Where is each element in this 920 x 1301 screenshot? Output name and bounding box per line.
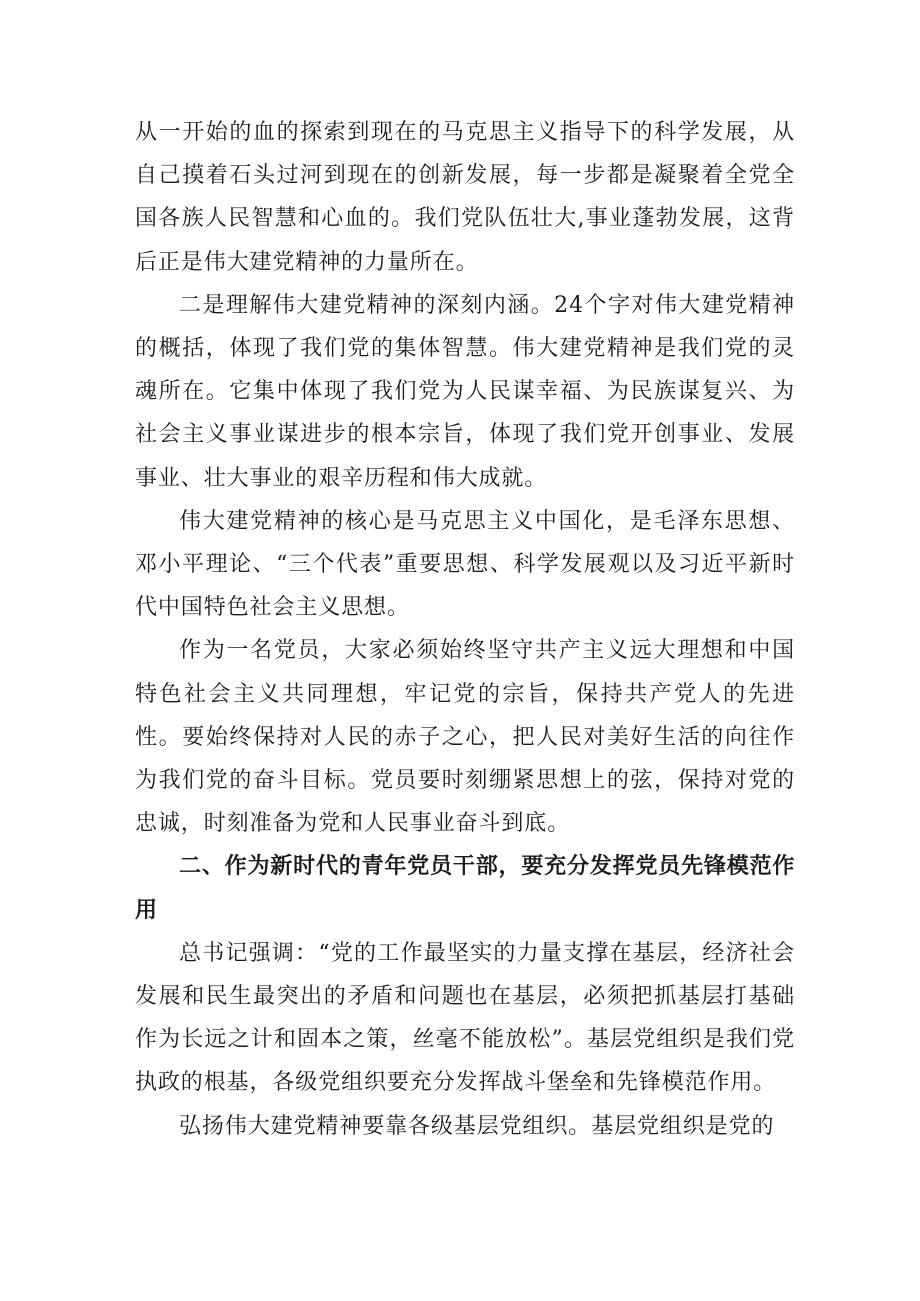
paragraph-4: 作为一名党员，大家必须始终坚守共产主义远大理想和中国特色社会主义共同理想，牢记党的宗旨，保持共产党人的先进性。要始终保持对人民的赤子之心，把人民对美好生活的向往作为我们党的奋斗目标。党员要时刻绷紧思想上的弦，保持对党的忠诚，时刻准备为党和人民事业奋斗到底。 [135, 638, 795, 837]
document-body [135, 111, 795, 1148]
section-heading: 二、作为新时代的青年党员干部，要充分发挥党员先锋模范作用 [135, 854, 795, 923]
paragraph-2: 二是理解伟大建党精神的深刻内涵。24个字对伟大建党精神的概括，体现了我们党的集体智慧。伟大建党精神是我们党的灵魂所在。它集中体现了我们党为人民谋幸福、为民族谋复兴、为社会主义事业谋进步的根本宗旨，体现了我们党开创事业、发展事业、壮大事业的艰辛历程和伟大成就。 [135, 292, 795, 491]
paragraph-6: 弘扬伟大建党精神要靠各级基层党组织。基层党组织是党的 [179, 1113, 775, 1139]
paragraph-5: 总书记强调：“党的工作最坚实的力量支撑在基层，经济社会发展和民生最突出的矛盾和问题也在基层，必须把抓基层打基础作为长远之计和固本之策，丝毫不能放松”。基层党组织是我们党执政的根基，各级党组织要充分发挥战斗堡垒和先锋模范作用。 [135, 940, 795, 1096]
paragraph-3: 伟大建党精神的核心是马克思主义中国化，是毛泽东思想、邓小平理论、“三个代表”重要思想、科学发展观以及习近平新时代中国特色社会主义思想。 [135, 508, 795, 621]
paragraph-1: 从一开始的血的探索到现在的马克思主义指导下的科学发展，从自己摸着石头过河到现在的创新发展，每一步都是凝聚着全党全国各族人民智慧和心血的。我们党队伍壮大,事业蓬勃发展，这背后正是伟大建党精神的力量所在。 [135, 120, 795, 275]
